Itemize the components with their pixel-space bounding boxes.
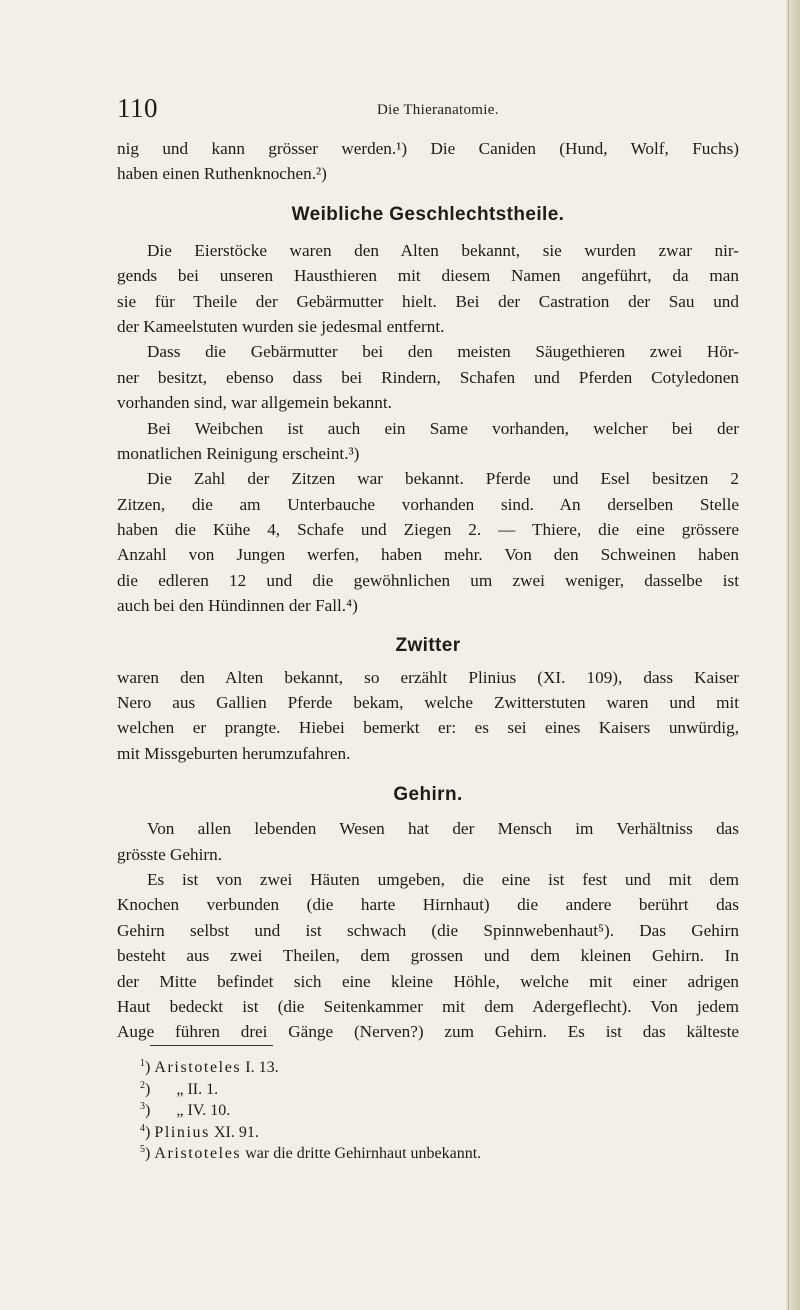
text-line: Die Eierstöcke waren den Alten bekannt, sie wurden zwar nir- [147,240,739,260]
text-line: gends bei unseren Hausthieren mit diesem Namen angeführt, da man [117,266,739,286]
running-header [117,93,739,125]
footnote-mark: 4 [140,1122,145,1134]
text-line: vorhanden sind, war allgemein bekannt. [117,393,392,413]
footnote-author: Aristoteles [154,1145,242,1163]
text-line: Gehirn selbst und ist schwach (die Spinnwebenhaut⁵). Das Gehirn [117,920,739,940]
text-line: besteht aus zwei Theilen, dem grossen und dem kleinen Gehirn. In [117,946,739,966]
text-line: Haut bedeckt ist (die Seitenkammer mit dem Adergeflecht). Von jedem [117,996,739,1016]
footnote-author: „ [176,1080,184,1098]
footnote-ref: II. 1. [187,1080,219,1098]
running-title: Die Thieranatomie. [377,102,499,118]
text-line: waren den Alten bekannt, so erzählt Plinius (XI. 109), dass Kaiser [117,667,739,687]
footnote-ref: I. 13. [245,1059,279,1076]
text-line: Anzahl von Jungen werfen, haben mehr. Von den Schweinen haben [117,545,739,565]
text-line: nig und kann grösser werden.¹) Die Caniden (Hund, Wolf, Fuchs) [117,139,739,158]
footnote-author: Aristoteles [154,1059,242,1076]
text-line: Von allen lebenden Wesen hat der Mensch im Verhältniss das [147,819,739,839]
text-line: Es ist von zwei Häuten umgeben, die eine ist fest und mit dem [147,869,739,889]
text-line: Die Zahl der Zitzen war bekannt. Pferde und Esel besitzen 2 [147,469,739,489]
footnote-ref: IV. 10. [187,1102,231,1120]
section-heading-zwitter: Zwitter [395,634,461,656]
text-line: sie für Theile der Gebärmutter hielt. Bei der Castration der Sau und [117,291,739,311]
text-line: mit Missgeburten herumzufahren. [117,743,351,763]
footnote-mark: 1 [140,1058,145,1069]
footnote: $^1$) Aristoteles I. 13. [140,1058,279,1076]
footnote-divider [150,1045,273,1046]
text-line: auch bei den Hündinnen der Fall.⁴) [117,596,358,616]
text-line: ner besitzt, ebenso dass bei Rindern, Schafen und Pferden Cotyledonen [117,367,739,387]
footnote: $^5$) Aristoteles war die dritte Gehirnhaut unbekannt. [140,1144,482,1163]
footnote-author: „ [176,1102,184,1120]
text-line: haben die Kühe 4, Schafe und Ziegen 2. — Thiere, die eine grössere [117,520,739,540]
text-line: die edleren 12 und die gewöhnlichen um zwei weniger, dasselbe ist [117,570,739,590]
footnote: $^2$) „ II. 1. [140,1079,219,1098]
section-heading-weibliche-geschlechtstheile: Weibliche Geschlechtstheile. [291,203,565,225]
text-line: Knochen verbunden (die harte Hirnhaut) die andere berührt das [117,895,739,915]
text-line: der Mitte befindet sich eine kleine Höhle, welche mit einer adrigen [117,971,739,991]
footnote-mark: 3 [140,1101,145,1113]
footnote-mark: 5 [140,1144,145,1156]
text-line: welchen er prangte. Hiebei bemerkt er: es sei eines Kaisers unwürdig, [117,718,739,738]
text-line: Auge führen drei Gänge (Nerven?) zum Gehirn. Es ist das kälteste [117,1022,739,1042]
text-line: der Kameelstuten wurden sie jedesmal entfernt. [117,316,445,336]
text-line: monatlichen Reinigung erscheint.³) [117,443,360,463]
text-line: haben einen Ruthenknochen.²) [117,164,327,184]
footnote: $^4$) Plinius XI. 91. [140,1122,259,1141]
text-line: grösste Gehirn. [117,844,223,864]
text-line: Dass die Gebärmutter bei den meisten Säugethieren zwei Hör- [147,342,739,362]
main-text [117,136,739,1045]
footnote-ref: war die dritte Gehirnhaut unbekannt. [245,1145,482,1163]
page-edge [786,0,800,1310]
footnote-author: Plinius [154,1123,210,1141]
footnote-mark: 2 [140,1079,145,1091]
section-heading-gehirn: Gehirn. [393,784,463,806]
page-number: 110 [117,93,158,123]
text-line: Nero aus Gallien Pferde bekam, welche Zwitterstuten waren und mit [117,693,739,713]
footnote-ref: XI. 91. [214,1123,259,1141]
footnote: $^3$) „ IV. 10. [140,1101,231,1120]
text-line: Zitzen, die am Unterbauche vorhanden sind. An derselben Stelle [117,494,739,514]
footnotes [140,1053,700,1161]
text-line: Bei Weibchen ist auch ein Same vorhanden, welcher bei der [147,418,739,438]
